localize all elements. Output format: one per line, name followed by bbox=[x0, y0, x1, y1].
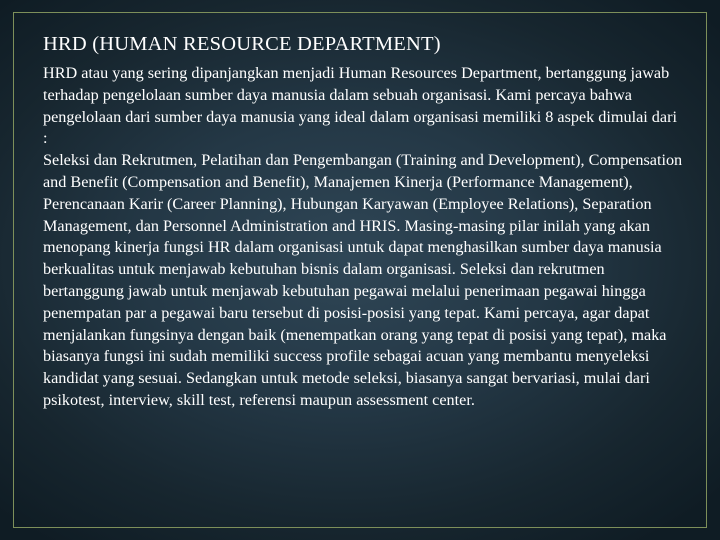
slide-title: HRD (HUMAN RESOURCE DEPARTMENT) bbox=[43, 33, 441, 55]
body-paragraph-aspects: Seleksi dan Rekrutmen, Pelatihan dan Pengembangan (Training and Development), Compensation and Benefit (Compensation and Benefit), Manajemen Kinerja (Performance Management), Perencanaan Karir (Career Planning), Hubungan Karyawan (Employee Relations), Separation Management, dan Personnel Administration and HRIS. Masing-masing pilar inilah yang akan menopang kinerja fungsi HR dalam organisasi untuk dapat menghasilkan sumber daya manusia berkualitas untuk menjawab kebutuhan bisnis dalam organisasi. Seleksi dan rekrutmen bertanggung jawab untuk menjawab kebutuhan pegawai melalui penerimaan pegawai hingga penempatan par a pegawai baru tersebut di posisi-posisi yang tepat. Kami percaya, agar dapat menjalankan fungsinya dengan baik (menempatkan orang yang tepat di posisi yang tepat), maka biasanya fungsi ini sudah memiliki success profile sebagai acuan yang membantu menyeleksi kandidat yang sesuai. Sedangkan untuk metode seleksi, biasanya sangat bervariasi, mulai dari psikotest, interview, skill test, referensi maupun assessment center. bbox=[43, 151, 683, 409]
body-paragraph-intro: HRD atau yang sering dipanjangkan menjadi Human Resources Department, bertanggung jawab terhadap pengelolaan sumber daya manusia dalam sebuah organisasi. Kami percaya bahwa pengelolaan dari sumber daya manusia yang ideal dalam organisasi memiliki 8 aspek dimulai dari : bbox=[43, 64, 677, 148]
slide-body bbox=[43, 63, 683, 412]
